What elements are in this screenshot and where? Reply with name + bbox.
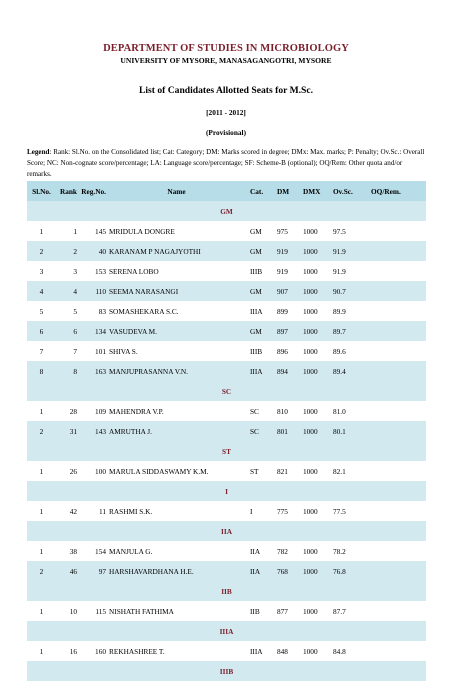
cell-name: HARSHAVARDHANA H.E. [109,561,244,581]
category-group-row [27,381,426,401]
cell-cat: SC [244,401,273,421]
category-group-label: GM [27,201,426,221]
legend [27,147,427,180]
cell-dmx: 1000 [299,281,329,301]
cell-regno: 97 [79,561,109,581]
cell-oqrem [371,561,426,581]
cell-slno: 7 [27,341,56,361]
cell-cat: GM [244,321,273,341]
cell-rank: 4 [56,281,79,301]
cell-ovsc: 89.4 [329,361,371,381]
table-body [27,181,426,681]
cell-rank: 31 [56,421,79,441]
cell-name: AMRUTHA J. [109,421,244,441]
cell-dmx: 1000 [299,401,329,421]
cell-cat: GM [244,281,273,301]
category-group-row [27,621,426,641]
cell-dmx: 1000 [299,501,329,521]
cell-name: SERENA LOBO [109,261,244,281]
cell-regno: 115 [79,601,109,621]
cell-dm: 848 [273,641,299,661]
cell-slno: 1 [27,221,56,241]
category-group-label: IIIA [27,621,426,641]
category-group-row [27,481,426,501]
cell-oqrem [371,361,426,381]
cell-dm: 801 [273,421,299,441]
cell-slno: 5 [27,301,56,321]
cell-regno: 153 [79,261,109,281]
cell-cat: IIIA [244,301,273,321]
cell-cat: IIIA [244,361,273,381]
table-row [27,501,426,521]
cell-cat: IIA [244,541,273,561]
category-group-label: IIB [27,581,426,601]
cell-name: MANJUPRASANNA V.N. [109,361,244,381]
cell-name: SOMASHEKARA S.C. [109,301,244,321]
cell-regno: 109 [79,401,109,421]
table-header-row [27,181,426,201]
category-group-label: ST [27,441,426,461]
table-row [27,461,426,481]
cell-dmx: 1000 [299,421,329,441]
cell-cat: SC [244,421,273,441]
cell-cat: IIIA [244,641,273,661]
cell-cat: I [244,501,273,521]
cell-slno: 1 [27,641,56,661]
cell-regno: 134 [79,321,109,341]
category-group-row [27,441,426,461]
category-group-label: I [27,481,426,501]
cell-rank: 42 [56,501,79,521]
table-row [27,361,426,381]
cell-ovsc: 97.5 [329,221,371,241]
list-title: List of Candidates Allotted Seats for M.Sc. [138,85,314,96]
cell-rank: 5 [56,301,79,321]
legend-text: : Rank: Sl.No. on the Consolidated list; Cat: Category; DM: Marks scored in degree; DMx: Max. marks; P: Penalty; Ov.Sc.: Overall Score; NC: Non-cognate score/percentage; LA: Language score/percentage; SF: Scheme-B (optional); OQ/Rem: Other quota and/or remarks. [27,148,425,178]
cell-dmx: 1000 [299,601,329,621]
cell-rank: 6 [56,321,79,341]
cell-slno: 2 [27,561,56,581]
category-group-label: SC [27,381,426,401]
cell-slno: 1 [27,601,56,621]
cell-oqrem [371,461,426,481]
cell-oqrem [371,421,426,441]
cell-name: SHIVA S. [109,341,244,361]
cell-slno: 1 [27,401,56,421]
cell-ovsc: 77.5 [329,501,371,521]
col-header-name: Name [109,181,244,201]
cell-oqrem [371,221,426,241]
cell-slno: 1 [27,501,56,521]
cell-ovsc: 76.8 [329,561,371,581]
cell-regno: 100 [79,461,109,481]
cell-regno: 154 [79,541,109,561]
cell-rank: 16 [56,641,79,661]
cell-slno: 1 [27,541,56,561]
cell-regno: 160 [79,641,109,661]
allotment-table [27,181,426,681]
col-header-dmx: DMX [299,181,329,201]
cell-regno: 145 [79,221,109,241]
cell-slno: 4 [27,281,56,301]
col-header-dm: DM [273,181,299,201]
cell-oqrem [371,501,426,521]
cell-dm: 899 [273,301,299,321]
cell-oqrem [371,321,426,341]
cell-oqrem [371,401,426,421]
university-name: UNIVERSITY OF MYSORE, MANASAGANGOTRI, MYSORE [120,56,332,65]
cell-oqrem [371,541,426,561]
table-row [27,421,426,441]
cell-rank: 28 [56,401,79,421]
cell-dmx: 1000 [299,361,329,381]
cell-cat: IIA [244,561,273,581]
cell-rank: 1 [56,221,79,241]
cell-dmx: 1000 [299,241,329,261]
category-group-label: IIIB [27,661,426,681]
cell-rank: 46 [56,561,79,581]
cell-dm: 877 [273,601,299,621]
cell-dm: 907 [273,281,299,301]
category-group-row [27,521,426,541]
cell-oqrem [371,281,426,301]
cell-dm: 768 [273,561,299,581]
table-row [27,561,426,581]
cell-ovsc: 84.8 [329,641,371,661]
col-header-cat: Cat. [244,181,273,201]
cell-name: REKHASHREE T. [109,641,244,661]
cell-dmx: 1000 [299,541,329,561]
cell-dm: 897 [273,321,299,341]
cell-dm: 821 [273,461,299,481]
cell-slno: 3 [27,261,56,281]
cell-regno: 11 [79,501,109,521]
cell-oqrem [371,301,426,321]
table-row [27,321,426,341]
cell-dmx: 1000 [299,261,329,281]
cell-oqrem [371,241,426,261]
cell-dm: 782 [273,541,299,561]
cell-rank: 2 [56,241,79,261]
table-row [27,601,426,621]
cell-dmx: 1000 [299,461,329,481]
cell-ovsc: 82.1 [329,461,371,481]
cell-slno: 6 [27,321,56,341]
cell-name: MRIDULA DONGRE [109,221,244,241]
cell-name: RASHMI S.K. [109,501,244,521]
cell-ovsc: 81.0 [329,401,371,421]
cell-rank: 3 [56,261,79,281]
cell-rank: 38 [56,541,79,561]
table-row [27,261,426,281]
provisional-status: (Provisional) [206,128,246,137]
cell-dm: 919 [273,261,299,281]
cell-rank: 8 [56,361,79,381]
cell-rank: 7 [56,341,79,361]
table-row [27,241,426,261]
cell-dm: 810 [273,401,299,421]
department-title: DEPARTMENT OF STUDIES IN MICROBIOLOGY [103,43,349,54]
cell-oqrem [371,641,426,661]
cell-cat: GM [244,221,273,241]
cell-ovsc: 90.7 [329,281,371,301]
cell-ovsc: 91.9 [329,241,371,261]
cell-ovsc: 91.9 [329,261,371,281]
cell-cat: IIIB [244,261,273,281]
cell-cat: IIIB [244,341,273,361]
cell-dm: 919 [273,241,299,261]
cell-dmx: 1000 [299,301,329,321]
cell-name: KARANAM P NAGAJYOTHI [109,241,244,261]
category-group-row [27,581,426,601]
cell-slno: 1 [27,461,56,481]
cell-ovsc: 89.6 [329,341,371,361]
legend-label: Legend [27,148,50,156]
cell-slno: 8 [27,361,56,381]
col-header-ovsc: Ov.Sc. [329,181,371,201]
col-header-rank: Rank [56,181,79,201]
cell-name: NISHATH FATHIMA [109,601,244,621]
col-header-regno: Reg.No. [79,181,109,201]
cell-cat: ST [244,461,273,481]
cell-name: SEEMA NARASANGI [109,281,244,301]
cell-rank: 10 [56,601,79,621]
category-group-label: IIA [27,521,426,541]
cell-dmx: 1000 [299,321,329,341]
cell-regno: 110 [79,281,109,301]
category-group-row [27,661,426,681]
cell-oqrem [371,601,426,621]
cell-dmx: 1000 [299,561,329,581]
col-header-oqrem: OQ/Rem. [371,181,426,201]
cell-dmx: 1000 [299,341,329,361]
cell-dmx: 1000 [299,221,329,241]
table-row [27,541,426,561]
cell-name: MANJULA G. [109,541,244,561]
cell-cat: IIB [244,601,273,621]
cell-regno: 83 [79,301,109,321]
cell-dm: 894 [273,361,299,381]
col-header-slno: Sl.No. [27,181,56,201]
cell-name: VASUDEVA M. [109,321,244,341]
cell-ovsc: 89.7 [329,321,371,341]
cell-name: MAHENDRA V.P. [109,401,244,421]
table-row [27,341,426,361]
cell-ovsc: 89.9 [329,301,371,321]
cell-dm: 775 [273,501,299,521]
cell-oqrem [371,261,426,281]
cell-ovsc: 87.7 [329,601,371,621]
cell-regno: 40 [79,241,109,261]
academic-year: [2011 - 2012] [206,108,246,117]
table-row [27,221,426,241]
cell-cat: GM [244,241,273,261]
cell-dm: 975 [273,221,299,241]
category-group-row [27,201,426,221]
cell-regno: 163 [79,361,109,381]
cell-name: MARULA SIDDASWAMY K.M. [109,461,244,481]
cell-ovsc: 80.1 [329,421,371,441]
table-row [27,301,426,321]
cell-regno: 143 [79,421,109,441]
cell-rank: 26 [56,461,79,481]
cell-dm: 896 [273,341,299,361]
table-row [27,401,426,421]
table-row [27,641,426,661]
cell-slno: 2 [27,421,56,441]
cell-dmx: 1000 [299,641,329,661]
cell-slno: 2 [27,241,56,261]
cell-oqrem [371,341,426,361]
cell-ovsc: 78.2 [329,541,371,561]
table-row [27,281,426,301]
cell-regno: 101 [79,341,109,361]
